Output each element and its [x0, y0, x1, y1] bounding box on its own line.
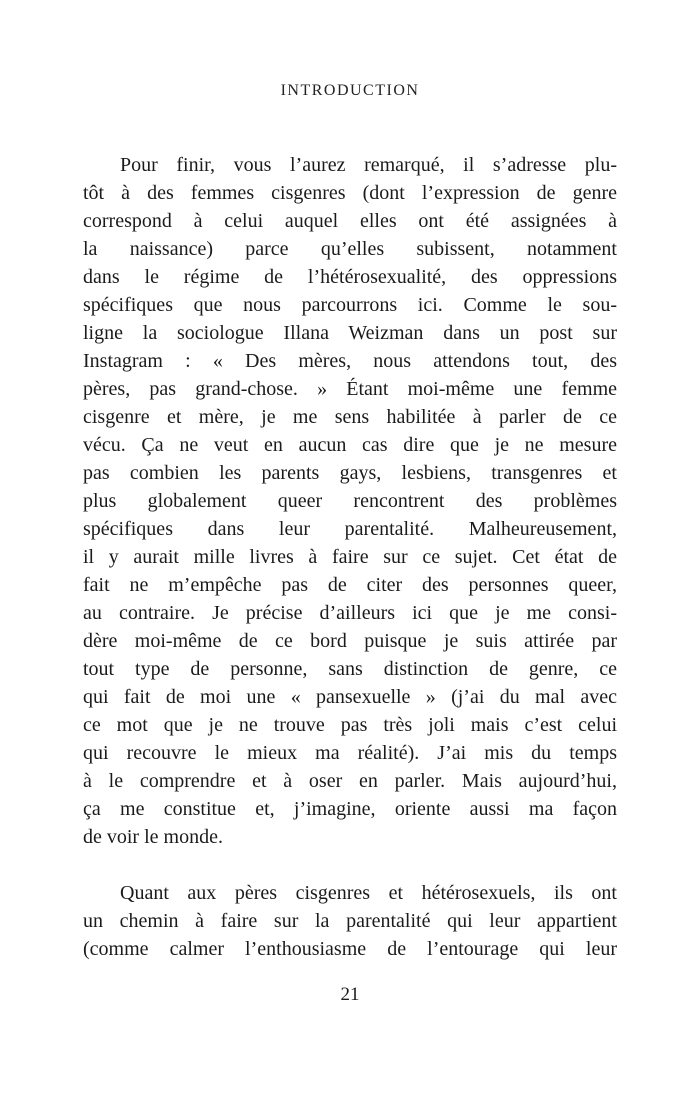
paragraph — [83, 879, 617, 963]
text-line: pas combien les parents gays, lesbiens, transgenres et — [83, 462, 617, 484]
body-text — [83, 151, 617, 963]
running-head: INTRODUCTION — [280, 82, 420, 99]
text-line: qui recouvre le mieux ma réalité). J’ai mis du temps — [83, 742, 617, 764]
text-line: spécifiques dans leur parentalité. Malheureusement, — [83, 518, 617, 540]
text-line: ça me constitue et, j’imagine, oriente aussi ma façon — [83, 798, 617, 820]
text-line: plus globalement queer rencontrent des problèmes — [83, 490, 617, 512]
text-line: pères, pas grand-chose. » Étant moi-même une femme — [83, 378, 617, 400]
text-line: un chemin à faire sur la parentalité qui leur appartient — [83, 910, 617, 932]
text-line: correspond à celui auquel elles ont été assignées à — [83, 210, 617, 232]
text-line: cisgenre et mère, je me sens habilitée à parler de ce — [83, 406, 617, 428]
text-line: à le comprendre et à oser en parler. Mais aujourd’hui, — [83, 770, 617, 792]
paragraph — [83, 151, 617, 851]
text-line: Pour finir, vous l’aurez remarqué, il s’adresse plu- — [120, 154, 617, 176]
text-line: au contraire. Je précise d’ailleurs ici que je me consi- — [83, 602, 617, 624]
text-line: qui fait de moi une « pansexuelle » (j’ai du mal avec — [83, 686, 617, 708]
text-line: dans le régime de l’hétérosexualité, des oppressions — [83, 266, 617, 288]
text-line: de voir le monde. — [83, 826, 223, 848]
text-line: fait ne m’empêche pas de citer des personnes queer, — [83, 574, 617, 596]
text-line: spécifiques que nous parcourrons ici. Comme le sou- — [83, 294, 617, 316]
text-line: Instagram : « Des mères, nous attendons tout, des — [83, 350, 617, 372]
text-line: ce mot que je ne trouve pas très joli mais c’est celui — [83, 714, 617, 736]
text-line: il y aurait mille livres à faire sur ce sujet. Cet état de — [83, 546, 617, 568]
text-line: tôt à des femmes cisgenres (dont l’expression de genre — [83, 182, 617, 204]
text-line: dère moi-même de ce bord puisque je suis attirée par — [83, 630, 617, 652]
page-number: 21 — [340, 984, 360, 1005]
text-line: vécu. Ça ne veut en aucun cas dire que je ne mesure — [83, 434, 617, 456]
text-line: Quant aux pères cisgenres et hétérosexuels, ils ont — [120, 882, 617, 904]
text-line: ligne la sociologue Illana Weizman dans un post sur — [83, 322, 617, 344]
text-line: tout type de personne, sans distinction de genre, ce — [83, 658, 617, 680]
text-line: la naissance) parce qu’elles subissent, notamment — [83, 238, 617, 260]
text-line: (comme calmer l’enthousiasme de l’entourage qui leur — [83, 938, 617, 960]
